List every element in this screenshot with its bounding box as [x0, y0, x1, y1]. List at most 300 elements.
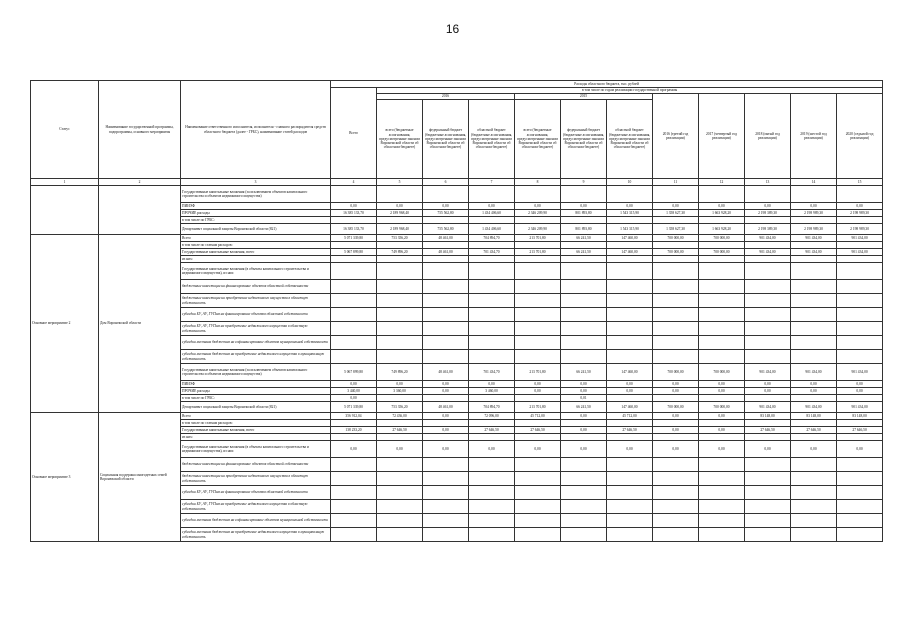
- value-cell: [699, 263, 745, 280]
- value-cell: [423, 256, 469, 263]
- column-number-cell: 13: [745, 179, 791, 186]
- value-cell: 2 198 989,30: [837, 210, 883, 217]
- value-cell: [791, 294, 837, 308]
- value-cell: 700 000,00: [699, 402, 745, 413]
- value-cell: [561, 500, 607, 514]
- value-cell: [699, 500, 745, 514]
- value-cell: 0,00: [423, 203, 469, 210]
- value-cell: 0,00: [607, 441, 653, 458]
- header-col-7: всего (бюджетные ассигнования, предусмотренные законом Воронежской области об областном бюджете): [515, 100, 561, 179]
- value-cell: 0,00: [791, 441, 837, 458]
- value-cell: [699, 242, 745, 249]
- value-cell: 213 701,80: [515, 402, 561, 413]
- value-cell: [515, 294, 561, 308]
- value-cell: [745, 472, 791, 486]
- value-cell: [469, 308, 515, 322]
- value-cell: [377, 336, 423, 350]
- value-cell: [331, 350, 377, 364]
- value-cell: [837, 280, 883, 294]
- value-cell: [699, 514, 745, 528]
- value-cell: [653, 486, 699, 500]
- value-cell: 0,00: [699, 427, 745, 434]
- value-cell: [377, 500, 423, 514]
- value-cell: 27 646,50: [515, 427, 561, 434]
- value-cell: 66 241,50: [561, 402, 607, 413]
- value-cell: 72 096,00: [469, 413, 515, 420]
- value-cell: [791, 486, 837, 500]
- value-cell: [607, 186, 653, 203]
- value-cell: 0,00: [561, 427, 607, 434]
- value-cell: [791, 514, 837, 528]
- value-cell: 138 233,20: [331, 427, 377, 434]
- value-cell: [653, 395, 699, 402]
- value-cell: [331, 500, 377, 514]
- header-total: Всего: [331, 88, 377, 179]
- value-cell: [469, 322, 515, 336]
- value-cell: [515, 458, 561, 472]
- value-cell: 2 198 989,30: [791, 210, 837, 217]
- value-cell: [469, 217, 515, 224]
- value-cell: [469, 500, 515, 514]
- row-label: ПРОЧИЕ расходы: [181, 210, 331, 217]
- row-label: бюджетные инвестиции на приобретение недвижимого имущества в областную собственность: [181, 294, 331, 308]
- table-row: [31, 186, 883, 203]
- value-cell: [607, 458, 653, 472]
- value-cell: 701 434,70: [469, 364, 515, 381]
- value-cell: [561, 420, 607, 427]
- value-cell: [745, 458, 791, 472]
- value-cell: [331, 186, 377, 203]
- value-cell: 0,00: [837, 381, 883, 388]
- value-cell: [791, 280, 837, 294]
- value-cell: 27 646,50: [837, 427, 883, 434]
- value-cell: [377, 528, 423, 542]
- value-cell: [331, 486, 377, 500]
- value-cell: [791, 434, 837, 441]
- value-cell: [423, 242, 469, 249]
- value-cell: [837, 217, 883, 224]
- row-label: Департамент социальной защиты Воронежской области (821): [181, 224, 331, 235]
- value-cell: [837, 263, 883, 280]
- value-cell: 5 067 899,80: [331, 249, 377, 256]
- value-cell: [515, 186, 561, 203]
- value-cell: 1 663 928,20: [699, 210, 745, 217]
- value-cell: [699, 294, 745, 308]
- value-cell: 45 712,00: [607, 413, 653, 420]
- value-cell: 704 894,70: [469, 402, 515, 413]
- value-cell: 0,00: [469, 203, 515, 210]
- value-cell: [607, 350, 653, 364]
- value-cell: 901 434,00: [837, 249, 883, 256]
- value-cell: 2 346 209,90: [515, 224, 561, 235]
- value-cell: [561, 256, 607, 263]
- value-cell: [377, 514, 423, 528]
- value-cell: [745, 434, 791, 441]
- value-cell: 901 434,00: [745, 402, 791, 413]
- value-cell: 0,00: [469, 381, 515, 388]
- value-cell: [423, 308, 469, 322]
- value-cell: [745, 294, 791, 308]
- value-cell: 801 893,80: [561, 224, 607, 235]
- value-cell: [791, 350, 837, 364]
- row-label: субсидии местным бюджетам на софинансирование объектов муниципальной собственности: [181, 336, 331, 350]
- value-cell: [423, 514, 469, 528]
- value-cell: [791, 395, 837, 402]
- value-cell: [745, 186, 791, 203]
- value-cell: [561, 486, 607, 500]
- value-cell: 1 543 315,90: [607, 210, 653, 217]
- row-label: бюджетные инвестиции на финансирование объектов областной собственности: [181, 280, 331, 294]
- value-cell: [469, 294, 515, 308]
- row-label: Государственные капитальные вложения (в объекты капитального строительства и недвижимого имущества), из них:: [181, 441, 331, 458]
- value-cell: 749 896,20: [377, 249, 423, 256]
- value-cell: 0,00: [331, 441, 377, 458]
- value-cell: 0,00: [331, 395, 377, 402]
- value-cell: [837, 514, 883, 528]
- value-cell: 0,00: [791, 388, 837, 395]
- value-cell: 83 148,00: [837, 413, 883, 420]
- value-cell: [423, 420, 469, 427]
- value-cell: 0,00: [699, 413, 745, 420]
- value-cell: [653, 322, 699, 336]
- value-cell: [745, 528, 791, 542]
- value-cell: [469, 256, 515, 263]
- value-cell: 83 148,00: [745, 413, 791, 420]
- value-cell: 72 436,00: [377, 413, 423, 420]
- value-cell: [561, 242, 607, 249]
- value-cell: [377, 256, 423, 263]
- value-cell: [699, 395, 745, 402]
- value-cell: [699, 256, 745, 263]
- value-cell: [331, 294, 377, 308]
- value-cell: 2 198 989,30: [837, 224, 883, 235]
- value-cell: 213 701,80: [515, 249, 561, 256]
- value-cell: [653, 280, 699, 294]
- value-cell: [607, 322, 653, 336]
- value-cell: 0,00: [791, 203, 837, 210]
- value-cell: [607, 434, 653, 441]
- value-cell: [561, 350, 607, 364]
- header-col-4: всего (бюджетные ассигнования, предусмотренные законом Воронежской области об областном бюджете): [377, 100, 423, 179]
- value-cell: [745, 256, 791, 263]
- value-cell: [745, 280, 791, 294]
- value-cell: 755 562,80: [423, 210, 469, 217]
- value-cell: [377, 434, 423, 441]
- value-cell: [699, 458, 745, 472]
- value-cell: 0,00: [699, 203, 745, 210]
- value-cell: [561, 514, 607, 528]
- value-cell: 901 434,00: [791, 402, 837, 413]
- value-cell: [653, 256, 699, 263]
- row-label: Государственные капитальные вложения (за исключением объектов капитального строительства и объектов недвижимого имущества): [181, 364, 331, 381]
- value-cell: [331, 458, 377, 472]
- value-cell: [699, 486, 745, 500]
- value-cell: 700 000,00: [653, 235, 699, 242]
- value-cell: [561, 294, 607, 308]
- value-cell: [423, 263, 469, 280]
- value-cell: 0,00: [515, 441, 561, 458]
- value-cell: 901 434,00: [745, 235, 791, 242]
- header-col-8: федеральный бюджет (бюджетные ассигнования, предусмотренные законом Воронежской области об областном бюджете): [561, 100, 607, 179]
- value-cell: 749 896,20: [377, 364, 423, 381]
- value-cell: 801 893,80: [561, 210, 607, 217]
- status-cell-empty: [31, 186, 99, 235]
- value-cell: [607, 336, 653, 350]
- value-cell: [791, 256, 837, 263]
- value-cell: [791, 186, 837, 203]
- value-cell: [791, 458, 837, 472]
- header-year-2016: 2016: [377, 94, 515, 100]
- value-cell: [561, 186, 607, 203]
- value-cell: [423, 186, 469, 203]
- value-cell: 0,00: [423, 427, 469, 434]
- value-cell: [837, 256, 883, 263]
- column-number-cell: 14: [791, 179, 837, 186]
- value-cell: 901 434,00: [837, 235, 883, 242]
- value-cell: [791, 322, 837, 336]
- header-status: Статус: [31, 81, 99, 179]
- value-cell: [699, 308, 745, 322]
- value-cell: [377, 395, 423, 402]
- value-cell: [469, 263, 515, 280]
- value-cell: 45 712,00: [515, 413, 561, 420]
- value-cell: [837, 500, 883, 514]
- column-number-cell: 4: [331, 179, 377, 186]
- value-cell: [745, 308, 791, 322]
- value-cell: [653, 263, 699, 280]
- row-label: субсидии БУ, АУ, ГУПам на финансирование объектов областной собственности: [181, 308, 331, 322]
- value-cell: 700 000,00: [653, 402, 699, 413]
- row-label: Всего: [181, 235, 331, 242]
- value-cell: [331, 514, 377, 528]
- value-cell: 0,00: [515, 381, 561, 388]
- value-cell: [377, 263, 423, 280]
- row-label: субсидии БУ, АУ, ГУПам на финансирование объектов областной собственности: [181, 486, 331, 500]
- value-cell: [791, 500, 837, 514]
- value-cell: 48 461,00: [423, 235, 469, 242]
- value-cell: [561, 263, 607, 280]
- header-col-5: федеральный бюджет (бюджетные ассигнования, предусмотренные законом Воронежской области об областном бюджете): [423, 100, 469, 179]
- value-cell: 0,00: [653, 441, 699, 458]
- value-cell: 901 434,00: [745, 249, 791, 256]
- value-cell: 755 562,80: [423, 224, 469, 235]
- value-cell: [515, 322, 561, 336]
- value-cell: [423, 528, 469, 542]
- value-cell: 1 358 627,30: [653, 210, 699, 217]
- value-cell: [377, 420, 423, 427]
- value-cell: [837, 528, 883, 542]
- value-cell: [377, 308, 423, 322]
- value-cell: 2 346 209,90: [515, 210, 561, 217]
- value-cell: [699, 280, 745, 294]
- column-numbers-row: [31, 179, 883, 186]
- row-label: Всего: [181, 413, 331, 420]
- value-cell: 0,00: [653, 381, 699, 388]
- value-cell: [331, 242, 377, 249]
- value-cell: [745, 420, 791, 427]
- value-cell: [837, 186, 883, 203]
- value-cell: 0,00: [561, 413, 607, 420]
- value-cell: [653, 500, 699, 514]
- value-cell: 0,00: [377, 441, 423, 458]
- row-label: Государственные капитальные вложения (за исключением объектов капитального строительства и объектов недвижимого имущества): [181, 186, 331, 203]
- value-cell: [515, 395, 561, 402]
- value-cell: [607, 514, 653, 528]
- row-label: бюджетные инвестиции на финансирование объектов областной собственности: [181, 458, 331, 472]
- value-cell: [791, 528, 837, 542]
- row-label: субсидии местным бюджетам на софинансирование объектов муниципальной собственности: [181, 514, 331, 528]
- value-cell: [515, 256, 561, 263]
- value-cell: [423, 458, 469, 472]
- value-cell: [745, 514, 791, 528]
- value-cell: [607, 500, 653, 514]
- value-cell: [607, 242, 653, 249]
- value-cell: 0,00: [515, 388, 561, 395]
- column-number-cell: 6: [423, 179, 469, 186]
- value-cell: 147 460,00: [607, 235, 653, 242]
- value-cell: [607, 420, 653, 427]
- value-cell: 1 543 315,90: [607, 224, 653, 235]
- value-cell: [653, 514, 699, 528]
- value-cell: [469, 420, 515, 427]
- value-cell: [469, 434, 515, 441]
- value-cell: [469, 280, 515, 294]
- row-label: бюджетные инвестиции на приобретение недвижимого имущества в областную собственность: [181, 472, 331, 486]
- column-number-cell: 2: [99, 179, 181, 186]
- value-cell: 0,00: [423, 381, 469, 388]
- value-cell: 147 460,00: [607, 249, 653, 256]
- value-cell: 0,00: [653, 427, 699, 434]
- column-number-cell: 3: [181, 179, 331, 186]
- value-cell: 0,00: [331, 381, 377, 388]
- value-cell: [331, 256, 377, 263]
- value-cell: [331, 434, 377, 441]
- value-cell: [791, 263, 837, 280]
- value-cell: 27 646,50: [607, 427, 653, 434]
- value-cell: 0,00: [377, 381, 423, 388]
- value-cell: [423, 500, 469, 514]
- value-cell: [561, 322, 607, 336]
- header-expenses-title: Расходы областного бюджета, тыс. рублей: [331, 81, 883, 88]
- value-cell: [607, 294, 653, 308]
- value-cell: [469, 242, 515, 249]
- status-cell: Основное мероприятие 2: [31, 235, 99, 413]
- row-label: субсидии БУ, АУ, ГУПам на приобретение недвижимого имущества в областную собственность: [181, 322, 331, 336]
- header-y2019: 2019 (шестой год реализации): [791, 94, 837, 179]
- value-cell: [561, 472, 607, 486]
- value-cell: [699, 350, 745, 364]
- value-cell: 0,01: [561, 395, 607, 402]
- value-cell: [699, 322, 745, 336]
- column-number-cell: 7: [469, 179, 515, 186]
- value-cell: 2 189 968,40: [377, 224, 423, 235]
- value-cell: [745, 500, 791, 514]
- value-cell: 901 434,00: [837, 364, 883, 381]
- value-cell: 2 198 389,30: [745, 224, 791, 235]
- value-cell: 2 189 968,40: [377, 210, 423, 217]
- value-cell: 0,00: [837, 203, 883, 210]
- value-cell: [515, 500, 561, 514]
- value-cell: [515, 263, 561, 280]
- value-cell: 83 148,00: [791, 413, 837, 420]
- value-cell: [791, 420, 837, 427]
- value-cell: [699, 420, 745, 427]
- value-cell: [331, 322, 377, 336]
- header-admin: Наименование ответственного исполнителя, исполнителя - главного распорядителя средств областного бюджета (далее - ГРБС), наименование статей расходов: [181, 81, 331, 179]
- column-number-cell: 12: [699, 179, 745, 186]
- header-program: Наименование государственной программы, подпрограммы, основного мероприятия: [99, 81, 181, 179]
- value-cell: [469, 395, 515, 402]
- value-cell: 901 434,00: [745, 364, 791, 381]
- value-cell: 5 071 339,80: [331, 235, 377, 242]
- value-cell: [699, 472, 745, 486]
- value-cell: [469, 486, 515, 500]
- value-cell: [423, 336, 469, 350]
- value-cell: [561, 434, 607, 441]
- value-cell: [423, 280, 469, 294]
- value-cell: 16 385 133,70: [331, 210, 377, 217]
- value-cell: [423, 322, 469, 336]
- value-cell: [837, 486, 883, 500]
- row-label: в том числе по статьям расходов:: [181, 242, 331, 249]
- row-label: в том числе по ГРБС:: [181, 217, 331, 224]
- value-cell: [377, 294, 423, 308]
- value-cell: [515, 434, 561, 441]
- value-cell: 700 000,00: [699, 364, 745, 381]
- value-cell: 0,00: [653, 388, 699, 395]
- value-cell: [653, 242, 699, 249]
- value-cell: 3 360,00: [377, 388, 423, 395]
- table-body: [31, 81, 883, 542]
- value-cell: 3 440,00: [331, 388, 377, 395]
- value-cell: [653, 217, 699, 224]
- value-cell: [791, 308, 837, 322]
- value-cell: 901 434,00: [837, 402, 883, 413]
- value-cell: [515, 486, 561, 500]
- row-label: Государственные капитальные вложения, всего: [181, 427, 331, 434]
- column-number-cell: 10: [607, 179, 653, 186]
- value-cell: [423, 434, 469, 441]
- value-cell: 16 385 133,70: [331, 224, 377, 235]
- value-cell: [837, 308, 883, 322]
- program-cell: Дом Воронежской области: [99, 235, 181, 413]
- value-cell: [653, 434, 699, 441]
- value-cell: [561, 308, 607, 322]
- value-cell: [423, 486, 469, 500]
- value-cell: 0,00: [377, 203, 423, 210]
- value-cell: [607, 486, 653, 500]
- value-cell: [837, 434, 883, 441]
- row-label: из них:: [181, 256, 331, 263]
- value-cell: [377, 350, 423, 364]
- value-cell: [653, 308, 699, 322]
- value-cell: 0,00: [699, 388, 745, 395]
- value-cell: [791, 217, 837, 224]
- value-cell: 0,00: [561, 441, 607, 458]
- value-cell: [607, 472, 653, 486]
- value-cell: [607, 263, 653, 280]
- value-cell: [515, 280, 561, 294]
- value-cell: [377, 242, 423, 249]
- value-cell: 1 663 928,20: [699, 224, 745, 235]
- value-cell: [561, 280, 607, 294]
- value-cell: 1 434 406,60: [469, 210, 515, 217]
- value-cell: 700 000,00: [699, 235, 745, 242]
- value-cell: [377, 472, 423, 486]
- column-number-cell: 9: [561, 179, 607, 186]
- value-cell: 5 067 899,80: [331, 364, 377, 381]
- row-label: субсидии БУ, АУ, ГУПам на приобретение недвижимого имущества в областную собственность: [181, 500, 331, 514]
